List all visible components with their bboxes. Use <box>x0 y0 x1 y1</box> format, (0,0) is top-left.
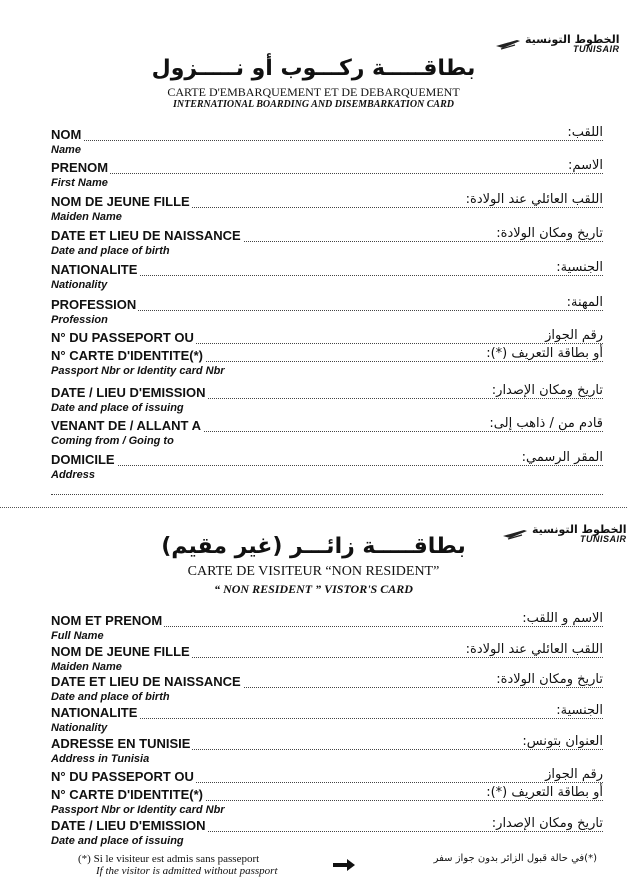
form-field-row[interactable] <box>51 297 603 314</box>
form-field-row[interactable] <box>51 262 603 279</box>
form-field-row[interactable] <box>51 613 603 630</box>
fill-in-line[interactable] <box>51 173 603 174</box>
field-label-french: NOM DE JEUNE FILLE <box>51 194 190 209</box>
field-label-arabic: العنوان بتونس: <box>522 734 603 749</box>
tear-line <box>0 507 627 508</box>
address-continuation-line[interactable] <box>51 494 603 495</box>
field-label-english: Address in Tunisia <box>51 753 150 765</box>
field-label-arabic: الاسم: <box>568 158 603 173</box>
field-label-english: Nationality <box>51 722 108 734</box>
form-field-row[interactable] <box>51 330 603 347</box>
form-field-row[interactable] <box>51 818 603 835</box>
field-label-arabic: المقر الرسمي: <box>521 450 603 465</box>
field-label-french: DATE ET LIEU DE NAISSANCE <box>51 674 241 689</box>
fill-in-line[interactable] <box>51 140 603 141</box>
tunisair-logo <box>495 34 619 54</box>
form-field-row[interactable] <box>51 769 603 786</box>
field-label-arabic: تاريخ ومكان الإصدار: <box>491 816 603 831</box>
form-field-row[interactable] <box>51 228 603 245</box>
field-label-french: DATE ET LIEU DE NAISSANCE <box>51 228 241 243</box>
field-label-french: VENANT DE / ALLANT A <box>51 418 201 433</box>
logo-arabic: الخطوط التونسية <box>525 33 620 46</box>
card-title-english: INTERNATIONAL BOARDING AND DISEMBARKATION CARD <box>173 99 454 110</box>
field-label-arabic: الاسم و اللقب: <box>522 611 603 626</box>
field-label-french: NOM DE JEUNE FILLE <box>51 644 190 659</box>
field-label-english: Date and place of issuing <box>51 835 184 847</box>
field-label-english: Date and place of birth <box>51 245 170 257</box>
field-label-french: NOM <box>51 127 82 142</box>
field-label-arabic: رقم الجواز <box>545 328 603 343</box>
field-label-english: Profession <box>51 314 108 326</box>
form-field-row[interactable] <box>51 127 603 144</box>
form-field-row[interactable] <box>51 787 603 804</box>
field-label-arabic: رقم الجواز <box>545 767 603 782</box>
form-field-row[interactable] <box>51 348 603 365</box>
field-label-english: Passport Nbr or Identity card Nbr <box>51 804 225 816</box>
airplane-logo-icon <box>495 37 521 51</box>
field-label-arabic: قادم من / ذاهب إلى: <box>489 416 603 431</box>
field-label-english: Address <box>51 469 96 481</box>
field-label-french: ADRESSE EN TUNISIE <box>51 736 191 751</box>
field-label-arabic: اللقب العائلي عند الولادة: <box>465 642 603 657</box>
field-label-english: Passport Nbr or Identity card Nbr <box>51 365 225 377</box>
field-label-french: NOM ET PRENOM <box>51 613 163 628</box>
form-field-row[interactable] <box>51 418 603 435</box>
field-label-english: Nationality <box>51 279 108 291</box>
field-label-arabic: أو بطاقة التعريف (*): <box>486 785 603 800</box>
field-label-french: N° CARTE D'IDENTITE(*) <box>51 787 204 802</box>
logo-arabic: الخطوط التونسية <box>532 523 627 536</box>
field-label-english: Name <box>51 144 81 156</box>
arrow-right-icon <box>332 858 356 872</box>
form-field-row[interactable] <box>51 705 603 722</box>
logo-english: TUNISAIR <box>572 44 620 54</box>
field-label-french: DOMICILE <box>51 452 115 467</box>
form-field-row[interactable] <box>51 736 603 753</box>
form-field-row[interactable] <box>51 644 603 661</box>
form-field-row[interactable] <box>51 674 603 691</box>
field-label-french: N° DU PASSEPORT OU <box>51 330 194 345</box>
visitor-card-title-french: CARTE DE VISITEUR “NON RESIDENT” <box>187 564 440 579</box>
field-label-arabic: اللقب: <box>567 125 603 140</box>
fill-in-line[interactable] <box>51 465 603 466</box>
field-label-arabic: أو بطاقة التعريف (*): <box>486 346 603 361</box>
field-label-french: DATE / LIEU D'EMISSION <box>51 385 206 400</box>
field-label-arabic: تاريخ ومكان الإصدار: <box>491 383 603 398</box>
field-label-arabic: الجنسية: <box>556 260 603 275</box>
field-label-french: DATE / LIEU D'EMISSION <box>51 818 206 833</box>
field-label-french: NATIONALITE <box>51 705 138 720</box>
field-label-arabic: الجنسية: <box>556 703 603 718</box>
logo-english: TUNISAIR <box>579 534 627 544</box>
field-label-french: PROFESSION <box>51 297 137 312</box>
footnote-arabic: (*)في حالة قبول الزائر بدون جواز سفر <box>433 853 597 864</box>
field-label-english: Maiden Name <box>51 661 122 673</box>
footnote-french: (*) Si le visiteur est admis sans passeport <box>78 853 260 865</box>
card-title-arabic: بطاقـــــة ركـــوب أو نـــــزول <box>151 56 476 81</box>
footnote-english: If the visitor is admitted without passport <box>96 865 278 877</box>
field-label-french: N° DU PASSEPORT OU <box>51 769 194 784</box>
field-label-arabic: اللقب العائلي عند الولادة: <box>465 192 603 207</box>
field-label-french: PRENOM <box>51 160 109 175</box>
form-field-row[interactable] <box>51 160 603 177</box>
field-label-english: Maiden Name <box>51 211 122 223</box>
field-label-english: Date and place of issuing <box>51 402 184 414</box>
card-title-french: CARTE D'EMBARQUEMENT ET DE DEBARQUEMENT <box>167 85 460 99</box>
field-label-french: NATIONALITE <box>51 262 138 277</box>
field-label-english: Full Name <box>51 630 104 642</box>
visitor-card-title-english: “ NON RESIDENT ” VISTOR'S CARD <box>214 582 413 596</box>
field-label-arabic: تاريخ ومكان الولادة: <box>496 672 603 687</box>
field-label-arabic: تاريخ ومكان الولادة: <box>496 226 603 241</box>
form-field-row[interactable] <box>51 194 603 211</box>
field-label-french: N° CARTE D'IDENTITE(*) <box>51 348 204 363</box>
field-label-english: Date and place of birth <box>51 691 170 703</box>
field-label-arabic: المهنة: <box>566 295 603 310</box>
visitor-card-title-arabic: بطاقـــــة زائـــر (غير مقيم) <box>161 534 466 559</box>
field-label-english: Coming from / Going to <box>51 435 174 447</box>
field-label-english: First Name <box>51 177 108 189</box>
form-field-row[interactable] <box>51 452 603 469</box>
form-field-row[interactable] <box>51 385 603 402</box>
